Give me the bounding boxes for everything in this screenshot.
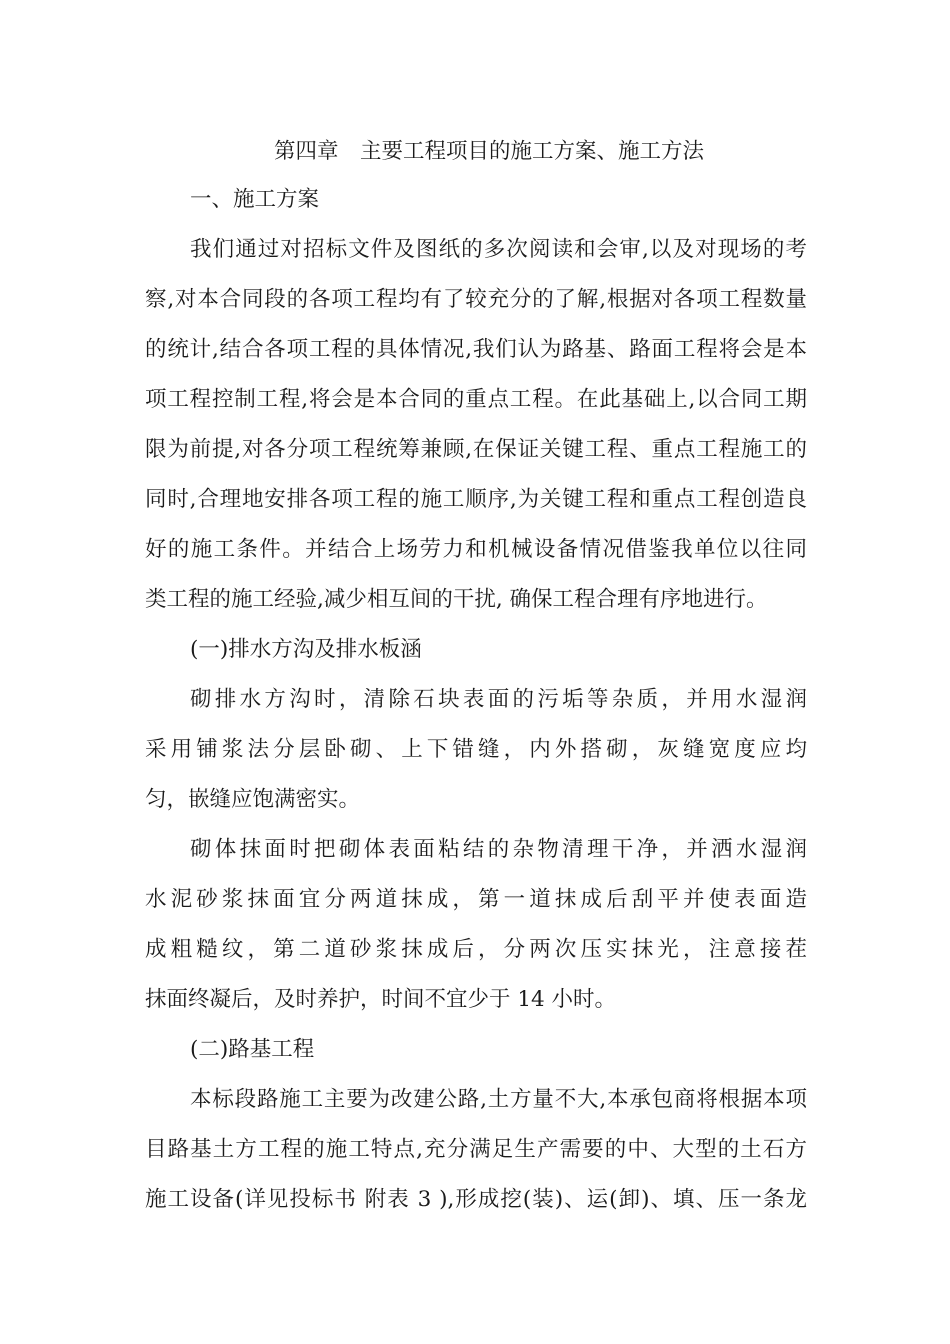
paragraph-line: 水泥砂浆抹面宜分两道抹成，第一道抹成后刮平并使表面造 — [145, 887, 807, 912]
paragraph-line: 施工设备(详见投标书 附表 3 ),形成挖(装)、运(卸)、填、压一条龙 — [145, 1187, 807, 1212]
paragraph-line: 采用铺浆法分层卧砌、上下错缝，内外搭砌，灰缝宽度应均 — [145, 737, 807, 762]
paragraph-line: 同时,合理地安排各项工程的施工顺序,为关键工程和重点工程创造良 — [145, 487, 807, 512]
paragraph-line: 限为前提,对各分项工程统筹兼顾,在保证关键工程、重点工程施工的 — [145, 437, 807, 462]
subsection-heading: (一)排水方沟及排水板涵 — [190, 637, 422, 662]
paragraph-line: 抹面终凝后，及时养护，时间不宜少于 14 小时。 — [145, 987, 617, 1012]
paragraph-line: 目路基土方工程的施工特点,充分满足生产需要的中、大型的土石方 — [145, 1137, 807, 1162]
paragraph-line: 好的施工条件。并结合上场劳力和机械设备情况借鉴我单位以往同 — [145, 537, 807, 562]
paragraph-line: 本标段路施工主要为改建公路,土方量不大,本承包商将根据本项 — [190, 1087, 807, 1112]
paragraph-line: 匀，嵌缝应饱满密实。 — [145, 787, 361, 812]
paragraph-line: 类工程的施工经验,减少相互间的干扰, 确保工程合理有序地进行。 — [145, 587, 768, 612]
section-heading: 一、施工方案 — [190, 187, 320, 212]
paragraph-line: 项工程控制工程,将会是本合同的重点工程。在此基础上,以合同工期 — [145, 387, 807, 412]
paragraph-line: 察,对本合同段的各项工程均有了较充分的了解,根据对各项工程数量 — [145, 287, 807, 312]
chapter-title: 第四章 主要工程项目的施工方案、施工方法 — [274, 139, 705, 164]
subsection-heading: (二)路基工程 — [190, 1037, 315, 1062]
paragraph-line: 我们通过对招标文件及图纸的多次阅读和会审,以及对现场的考 — [190, 237, 807, 262]
paragraph-line: 成粗糙纹，第二道砂浆抹成后，分两次压实抹光，注意接茬 — [145, 937, 807, 962]
paragraph-line: 砌排水方沟时，清除石块表面的污垢等杂质，并用水湿润 — [190, 687, 807, 712]
paragraph-line: 的统计,结合各项工程的具体情况,我们认为路基、路面工程将会是本 — [145, 337, 807, 362]
paragraph-line: 砌体抹面时把砌体表面粘结的杂物清理干净，并洒水湿润 — [190, 837, 807, 862]
